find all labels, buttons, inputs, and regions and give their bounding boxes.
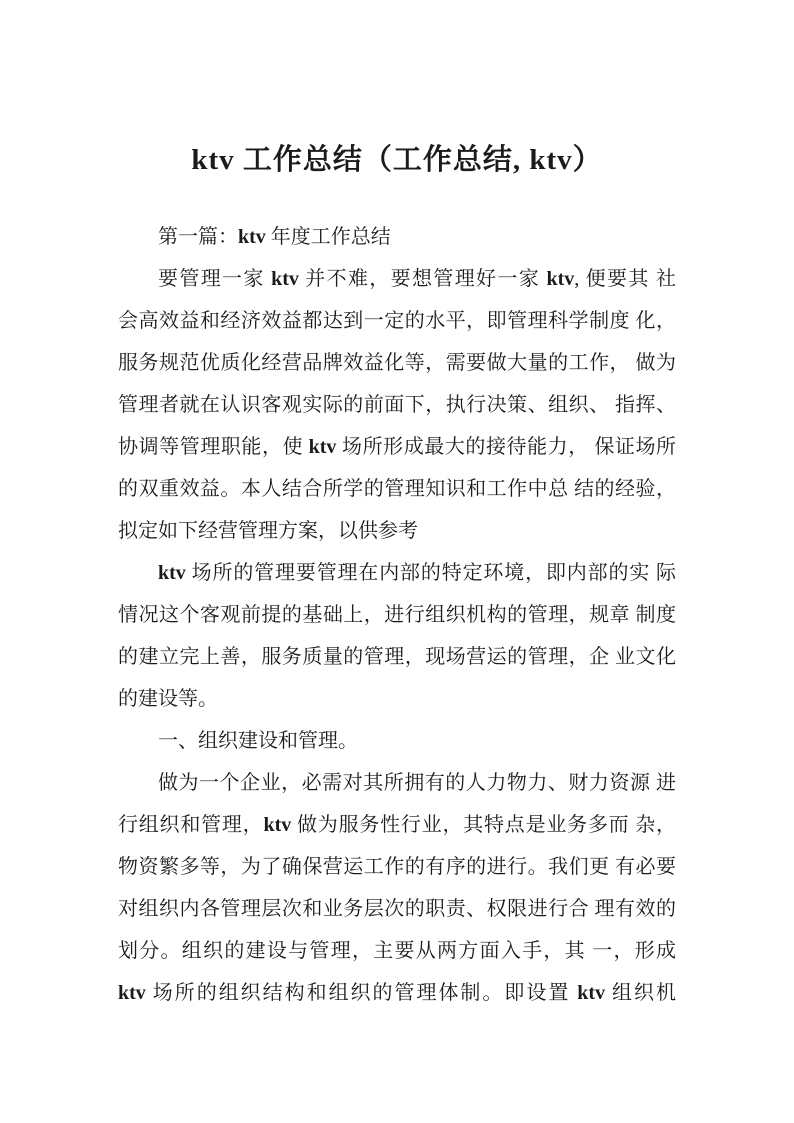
text-line: ktv 场所的管理要管理在内部的特定环境，即内部的实 际: [158, 562, 676, 584]
text-line: 的建设等。: [118, 688, 218, 710]
text-line: 的双重效益。本人结合所学的管理知识和工作中总 结的经验，: [118, 478, 676, 500]
text-line: 管理者就在认识客观实际的前面下，执行决策、组织、 指挥、: [118, 394, 676, 416]
text-line: 服务规范优质化经营品牌效益化等，需要做大量的工作， 做为: [118, 352, 676, 374]
document-content: [0, 138, 794, 1014]
text-line: 的建立完上善，服务质量的管理，现场营运的管理，企 业文化: [118, 646, 676, 668]
text-line: 一、组织建设和管理。: [158, 730, 358, 752]
text-line: ktv 场所的组织结构和组织的管理体制。即设置 ktv 组织机: [118, 982, 677, 1004]
text-line: 做为一个企业，必需对其所拥有的人力物力、财力资源 进: [158, 772, 676, 794]
text-line: 物资繁多等，为了确保营运工作的有序的进行。我们更 有必要: [118, 856, 676, 878]
text-line: 拟定如下经营管理方案，以供参考: [118, 520, 418, 542]
text-line: 协调等管理职能，使 ktv 场所形成最大的接待能力， 保证场所: [118, 436, 677, 458]
text-line: 划分。组织的建设与管理，主要从两方面入手，其 一，形成: [118, 940, 676, 962]
document-title: ktv 工作总结（工作总结, ktv）: [191, 144, 603, 176]
text-line: 要管理一家 ktv 并不难，要想管理好一家 ktv, 便要其 社: [158, 268, 677, 290]
text-line: 行组织和管理，ktv 做为服务性行业，其特点是业务多而 杂，: [118, 814, 677, 836]
text-line: 会高效益和经济效益都达到一定的水平，即管理科学制度 化，: [118, 310, 676, 332]
document-body: [118, 216, 676, 1014]
text-line: 第一篇：ktv 年度工作总结: [158, 226, 391, 248]
text-line: 情况这个客观前提的基础上，进行组织机构的管理，规章 制度: [118, 604, 676, 626]
text-line: 对组织内各管理层次和业务层次的职责、权限进行合 理有效的: [118, 898, 676, 920]
